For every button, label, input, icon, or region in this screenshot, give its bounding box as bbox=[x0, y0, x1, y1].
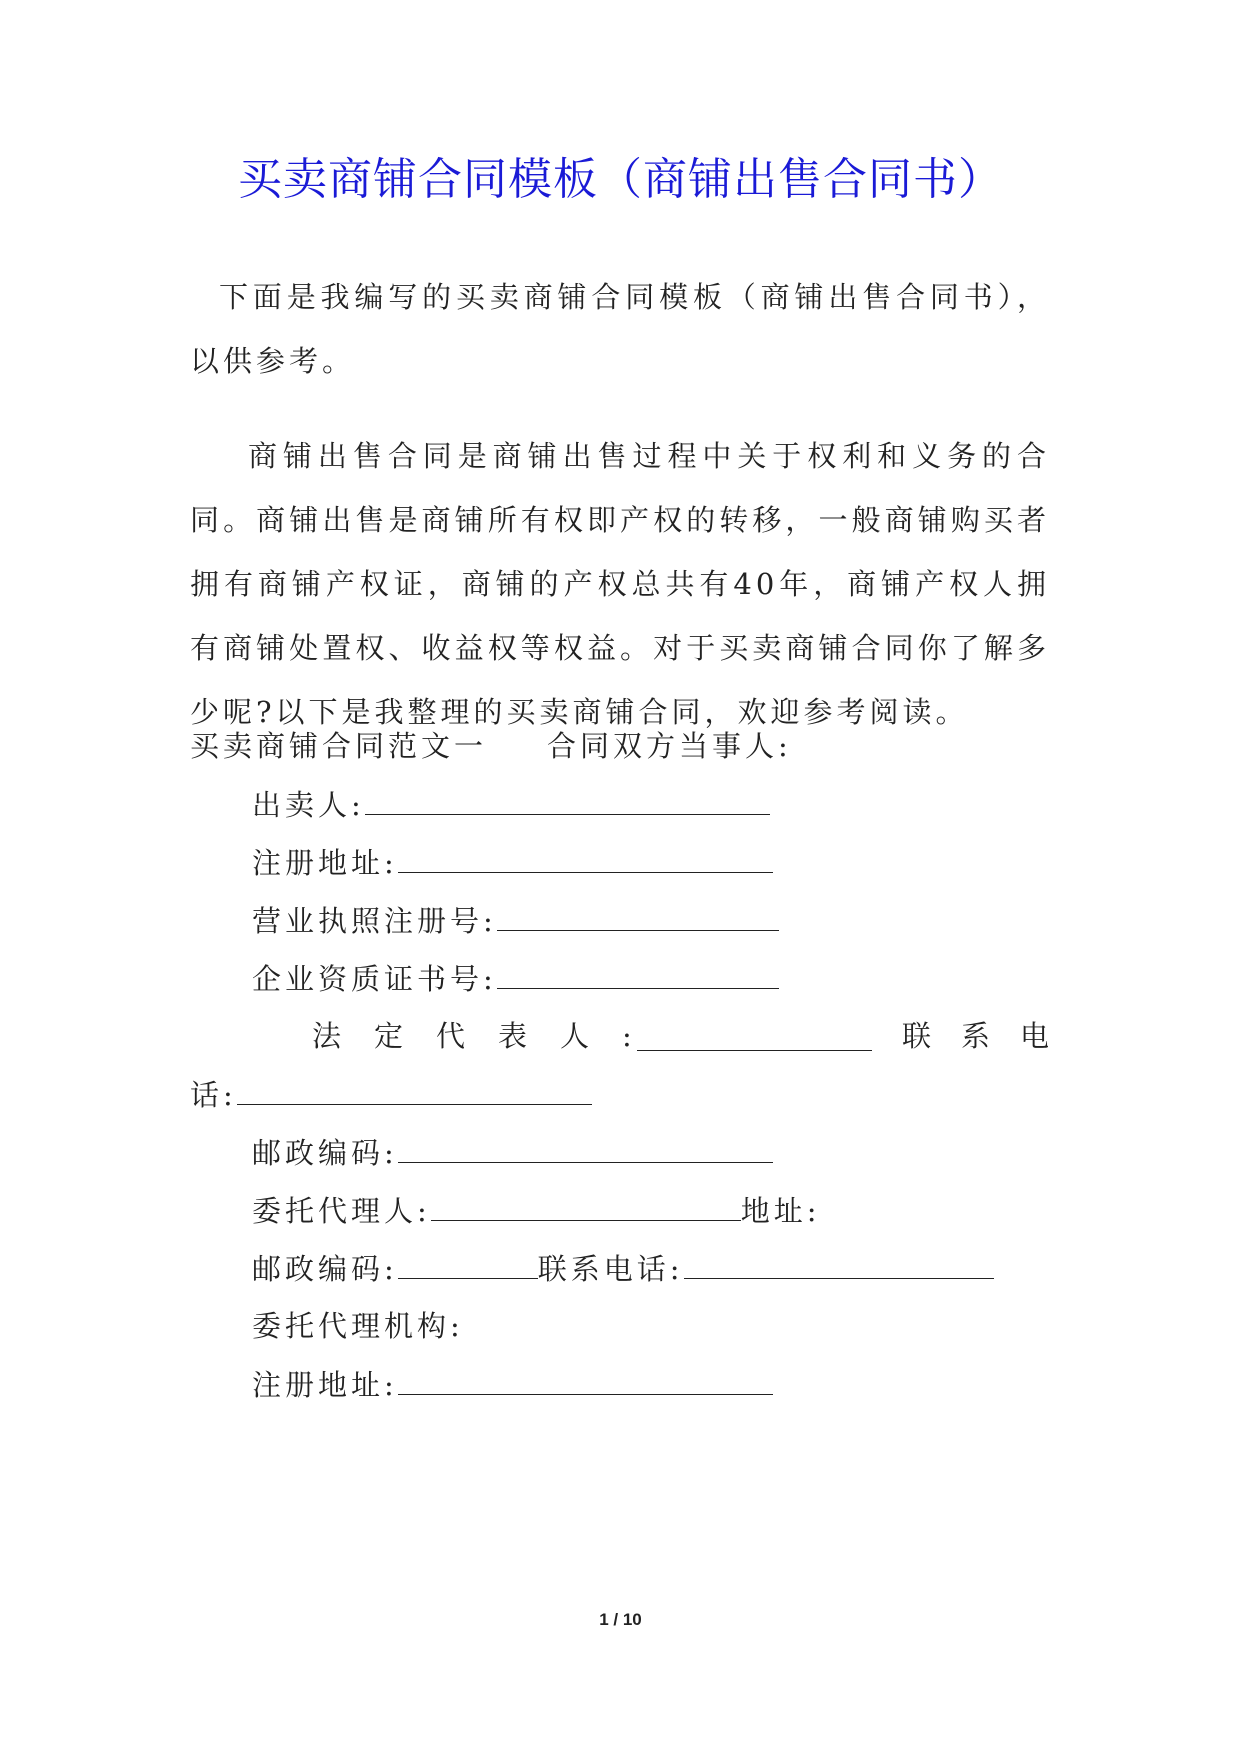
legal-rep-line bbox=[190, 1016, 1050, 1056]
contact-char: 联 bbox=[902, 1019, 932, 1053]
reg-address-label: 注册地址: bbox=[252, 846, 398, 880]
agent-label: 委托代理人: bbox=[252, 1194, 431, 1228]
qualification-field bbox=[252, 958, 779, 999]
legal-rep-char: 定 bbox=[374, 1019, 404, 1053]
contact-char: 系 bbox=[961, 1019, 991, 1053]
agency-label: 委托代理机构: bbox=[252, 1309, 464, 1343]
qualification-label: 企业资质证书号: bbox=[252, 962, 497, 996]
license-field bbox=[252, 900, 779, 941]
license-label: 营业执照注册号: bbox=[252, 904, 497, 938]
legal-rep-char: 人 bbox=[560, 1019, 590, 1053]
reg-address-field bbox=[252, 842, 773, 883]
seller-field bbox=[252, 784, 770, 825]
postcode2-label: 邮政编码: bbox=[252, 1252, 398, 1286]
postcode2-blank bbox=[398, 1248, 538, 1279]
reg-address2-label: 注册地址: bbox=[252, 1368, 398, 1402]
intro-paragraph: 下面是我编写的买卖商铺合同模板（商铺出售合同书），以供参考。 bbox=[190, 280, 1050, 378]
phone-blank bbox=[237, 1074, 592, 1105]
section-heading: 买卖商铺合同范文一 bbox=[190, 729, 488, 763]
reg-address2-blank bbox=[398, 1364, 773, 1395]
agent-field bbox=[252, 1190, 821, 1231]
postcode-label: 邮政编码: bbox=[252, 1136, 398, 1170]
legal-rep-char: 表 bbox=[498, 1019, 528, 1053]
phone-label: 话: bbox=[190, 1078, 237, 1112]
legal-rep-char: 法 bbox=[312, 1019, 342, 1053]
legal-rep-char: 代 bbox=[436, 1019, 466, 1053]
agency-field bbox=[252, 1306, 464, 1346]
address-label: 地址: bbox=[740, 1194, 821, 1228]
postcode-blank bbox=[398, 1132, 773, 1163]
legal-rep-char: : bbox=[622, 1019, 632, 1053]
phone-field bbox=[190, 1074, 592, 1115]
seller-blank bbox=[365, 784, 770, 815]
page-number: 1 / 10 bbox=[599, 1610, 642, 1629]
postcode-phone-field bbox=[252, 1248, 994, 1289]
body-paragraph: 商铺出售合同是商铺出售过程中关于权利和义务的合同。商铺出售是商铺所有权即产权的转移，一般商铺购买者拥有商铺产权证，商铺的产权总共有40年，商铺产权人拥有商铺处置权、收益权等权益。对于买卖商铺合同你了解多少呢?以下是我整理的买卖商铺合同，欢迎参考阅读。 bbox=[190, 439, 1050, 729]
contact-char: 电 bbox=[1020, 1019, 1050, 1053]
agent-blank bbox=[431, 1190, 741, 1221]
section-line bbox=[190, 726, 792, 766]
reg-address2-field bbox=[252, 1364, 773, 1405]
postcode-field bbox=[252, 1132, 773, 1173]
qualification-blank bbox=[497, 958, 779, 989]
seller-label: 出卖人: bbox=[252, 788, 365, 822]
reg-address-blank bbox=[398, 842, 773, 873]
license-blank bbox=[497, 900, 779, 931]
document-title: 买卖商铺合同模板（商铺出售合同书） bbox=[238, 154, 1003, 205]
contact-phone-label: 联系电话: bbox=[537, 1252, 684, 1286]
parties-label: 合同双方当事人: bbox=[547, 729, 792, 763]
contact-phone-blank bbox=[684, 1248, 994, 1279]
legal-rep-blank bbox=[637, 1020, 872, 1051]
